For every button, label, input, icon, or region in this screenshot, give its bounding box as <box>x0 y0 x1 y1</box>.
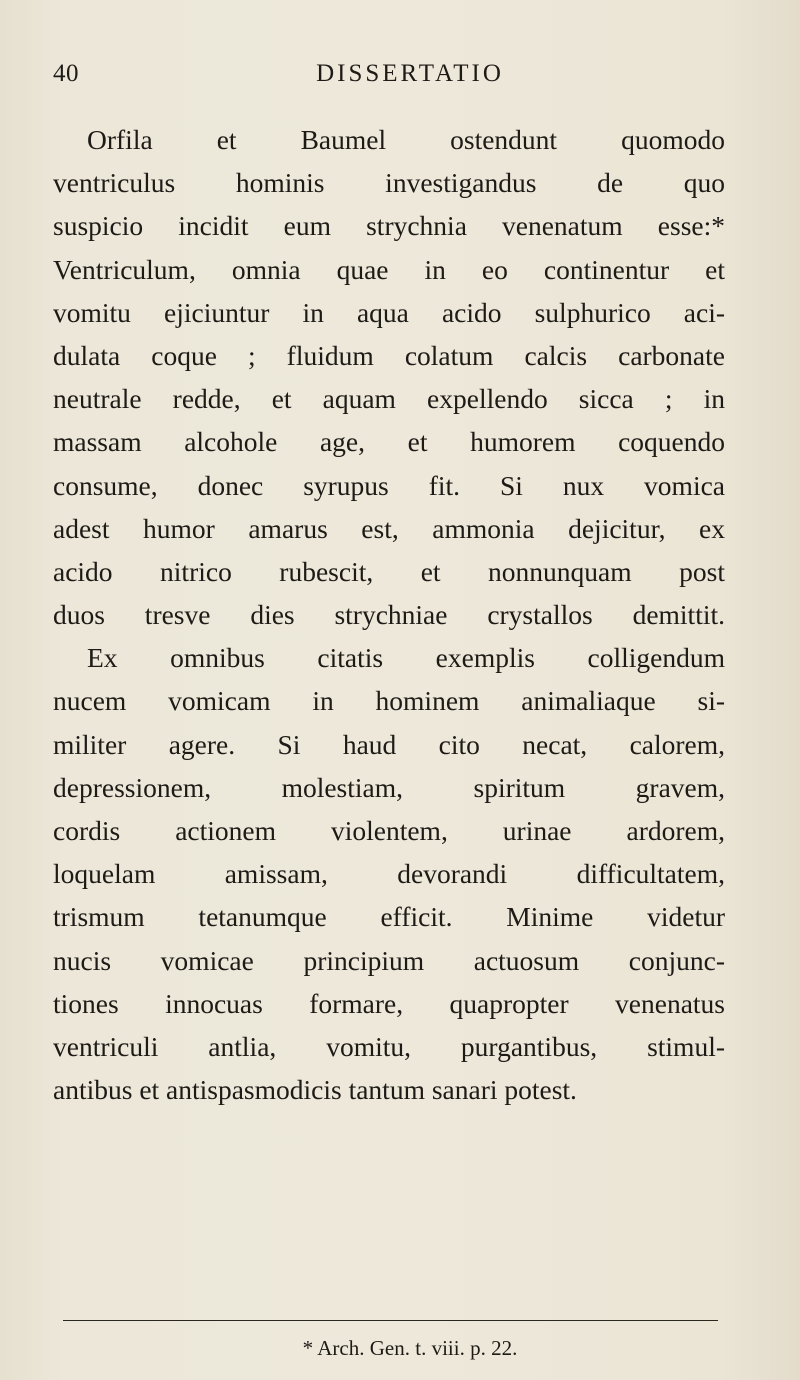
text-line: antibus et antispasmodicis tantum sanari potest. <box>53 1074 577 1106</box>
text-line: consume, donec syrupus fit. Si nux vomica <box>53 469 725 501</box>
footnote-rule <box>63 1320 718 1321</box>
text-line: tiones innocuas formare, quapropter venenatus <box>53 987 725 1019</box>
running-title: DISSERTATIO <box>316 60 504 87</box>
text-line: dulata coque ; fluidum colatum calcis carbonate <box>53 339 725 371</box>
text-line: Ex omnibus citatis exemplis colligendum <box>87 642 725 674</box>
text-line: neutrale redde, et aquam expellendo sicca ; in <box>53 383 725 415</box>
text-line: massam alcohole age, et humorem coquendo <box>53 426 725 458</box>
text-line: Orfila et Baumel ostendunt quomodo <box>87 124 725 155</box>
text-line: adest humor amarus est, ammonia dejicitur, ex <box>53 512 725 544</box>
page-number: 40 <box>53 60 79 87</box>
text-line: trismum tetanumque efficit. Minime videtur <box>53 901 725 933</box>
text-line: acido nitrico rubescit, et nonnunquam post <box>53 555 725 587</box>
body-text <box>53 118 725 1111</box>
text-line: ventriculi antlia, vomitu, purgantibus, stimul- <box>53 1030 725 1062</box>
text-line: ventriculus hominis investigandus de quo <box>53 167 725 199</box>
text-line: suspicio incidit eum strychnia venenatum esse:* <box>53 210 725 242</box>
text-line: vomitu ejiciuntur in aqua acido sulphurico aci- <box>53 296 725 328</box>
text-line: Ventriculum, omnia quae in eo continentur et <box>53 253 725 285</box>
page-header <box>50 60 730 96</box>
text-line: militer agere. Si haud cito necat, calorem, <box>53 728 725 760</box>
text-line: cordis actionem violentem, urinae ardorem, <box>53 815 725 846</box>
text-line: nucem vomicam in hominem animaliaque si- <box>53 685 725 717</box>
footnote: * Arch. Gen. t. viii. p. 22. <box>302 1336 518 1360</box>
text-line: depressionem, molestiam, spiritum gravem, <box>53 771 725 803</box>
text-line: duos tresve dies strychniae crystallos demittit. <box>53 599 725 631</box>
text-line: nucis vomicae principium actuosum conjunc- <box>53 944 725 976</box>
text-line: loquelam amissam, devorandi difficultatem, <box>53 858 725 890</box>
